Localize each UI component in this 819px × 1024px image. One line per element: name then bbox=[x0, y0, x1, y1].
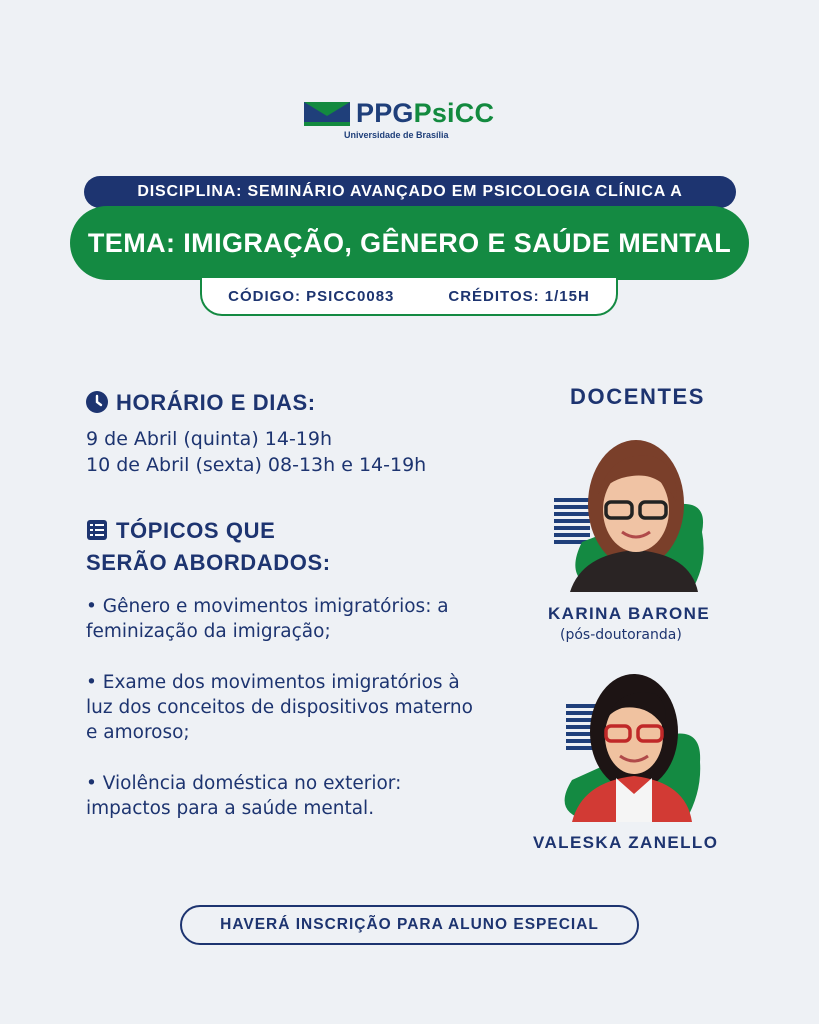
theme-banner: TEMA: IMIGRAÇÃO, GÊNERO E SAÚDE MENTAL bbox=[70, 206, 749, 280]
docente-role: (pós-doutoranda) bbox=[560, 627, 682, 643]
docente-name: KARINA BARONE bbox=[548, 604, 711, 623]
list-item: • Exame dos movimentos imigratórios à luz dos conceitos de dispositivos materno e amoroso; bbox=[86, 672, 473, 743]
list-item: • Gênero e movimentos imigratórios: a feminização da imigração; bbox=[86, 596, 449, 642]
clock-icon bbox=[86, 391, 108, 413]
logo-mark-icon bbox=[304, 102, 350, 126]
schedule-line: 10 de Abril (sexta) 08-13h e 14-19h bbox=[86, 454, 427, 476]
karina-barone-photo bbox=[552, 432, 712, 594]
docentes-heading: DOCENTES bbox=[570, 384, 706, 409]
stripes-decoration bbox=[554, 498, 590, 544]
code-credits-bar bbox=[200, 278, 618, 316]
logo-wordmark: PPGPsiCC bbox=[356, 98, 495, 128]
ppgpsicc-logo bbox=[304, 100, 524, 142]
list-icon bbox=[86, 519, 108, 541]
topics-heading: TÓPICOS QUE bbox=[86, 518, 275, 544]
course-code: CÓDIGO: PSICC0083 bbox=[228, 287, 395, 305]
valeska-zanello-photo bbox=[552, 672, 712, 824]
schedule-line: 9 de Abril (quinta) 14-19h bbox=[86, 428, 333, 450]
schedule-heading: HORÁRIO E DIAS: bbox=[86, 390, 316, 416]
special-student-notice: HAVERÁ INSCRIÇÃO PARA ALUNO ESPECIAL bbox=[180, 905, 639, 945]
discipline-banner: DISCIPLINA: SEMINÁRIO AVANÇADO EM PSICOLOGIA CLÍNICA A bbox=[84, 176, 736, 208]
logo-subtitle: Universidade de Brasília bbox=[344, 130, 449, 140]
topics-heading-line2: SERÃO ABORDADOS: bbox=[86, 550, 331, 575]
topics-list bbox=[86, 594, 486, 847]
schedule-lines bbox=[86, 426, 426, 478]
docente-name: VALESKA ZANELLO bbox=[533, 833, 719, 852]
list-item: • Violência doméstica no exterior: impactos para a saúde mental. bbox=[86, 773, 402, 819]
course-credits: CRÉDITOS: 1/15H bbox=[448, 287, 590, 305]
